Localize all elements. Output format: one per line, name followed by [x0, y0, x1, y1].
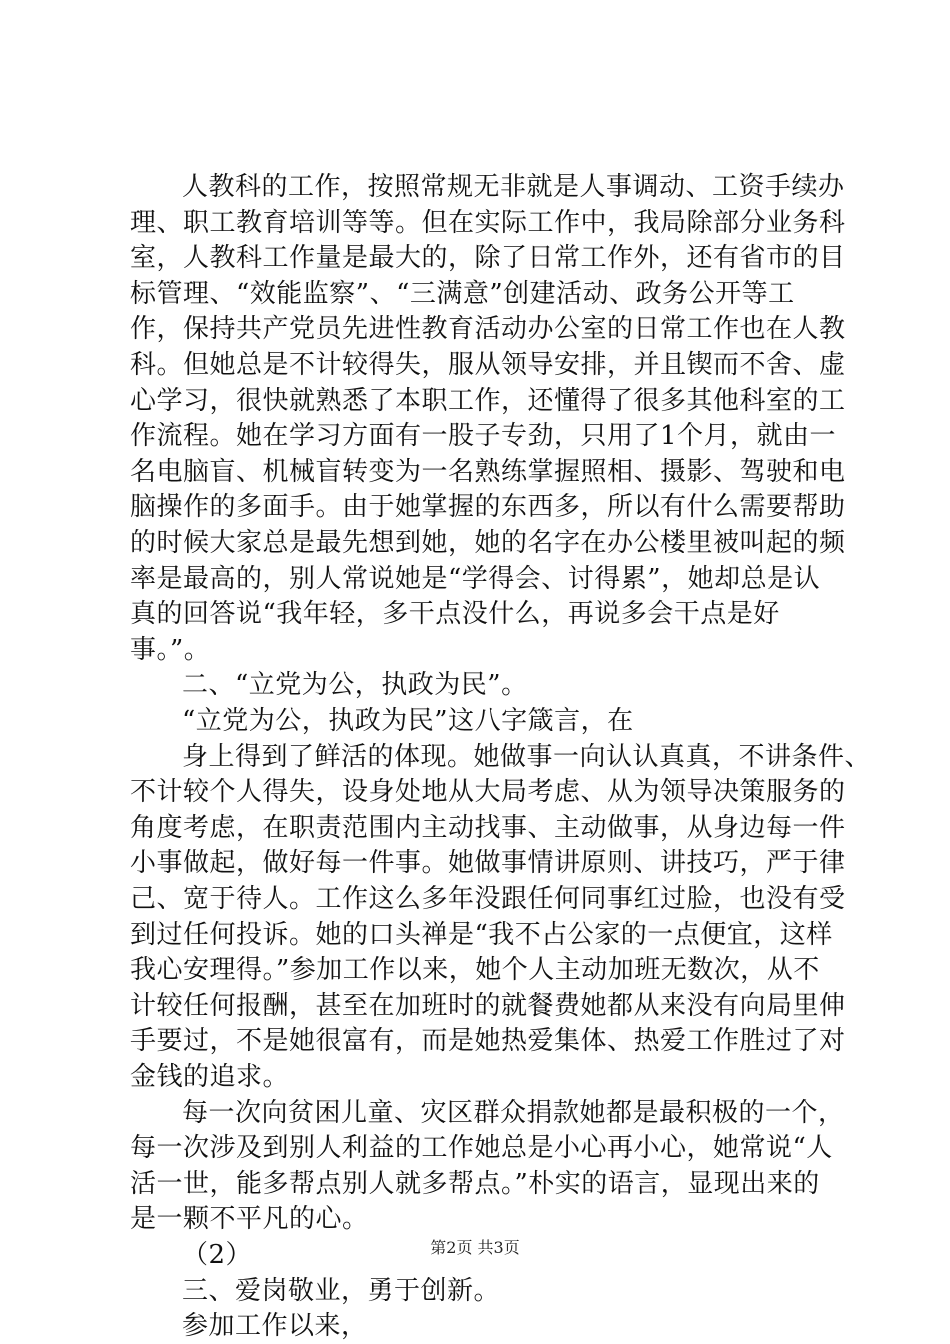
- paragraph-3-line: 我心安理得。”参加工作以来，她个人主动加班无数次，从不: [130, 955, 820, 986]
- paragraph-1-line: 室，人教科工作量是最大的，除了日常工作外，还有省市的目: [130, 243, 846, 274]
- paragraph-4-line: 活一世，能多帮点别人就多帮点。”朴实的语言，显现出来的: [130, 1168, 820, 1199]
- paragraph-1-line: 真的回答说“我年轻，多干点没什么，再说多会干点是好: [130, 599, 780, 630]
- paragraph-1-line: 作，保持共产党员先进性教育活动办公室的日常工作也在人教: [130, 314, 846, 345]
- paragraph-3-line: 小事做起，做好每一件事。她做事情讲原则、讲技巧，严于律: [130, 848, 846, 879]
- paragraph-3-line: 己、宽于待人。工作这么多年没跟任何同事红过脸，也没有受: [130, 884, 846, 914]
- paragraph-1-line: 脑操作的多面手。由于她掌握的东西多，所以有什么需要帮助: [130, 492, 846, 523]
- paragraph-1-line: 的时候大家总是最先想到她，她的名字在办公楼里被叫起的频: [130, 528, 846, 558]
- section-heading-2: 二、“立党为公，执政为民”。: [182, 670, 528, 701]
- paragraph-5-line: 参加工作以来，: [182, 1311, 368, 1342]
- paragraph-3-line: 计较任何报酬，甚至在加班时的就餐费她都从来没有向局里伸: [130, 990, 846, 1021]
- paragraph-3-line: 手要过，不是她很富有，而是她热爱集体、热爱工作胜过了对: [130, 1026, 846, 1057]
- paragraph-1-line: 心学习，很快就熟悉了本职工作，还懂得了很多其他科室的工: [130, 385, 846, 416]
- paragraph-1-line: 标管理、“效能监察”、“三满意”创建活动、政务公开等工: [130, 278, 795, 309]
- paragraph-4-line: 每一次涉及到别人利益的工作她总是小心再小心，她常说“人: [130, 1133, 833, 1164]
- paragraph-4-line: 是一颗不平凡的心。: [130, 1204, 369, 1235]
- section-marker: （2）: [182, 1240, 253, 1270]
- paragraph-1-line: 人教科的工作，按照常规无非就是人事调动、工资手续办: [182, 172, 845, 202]
- paragraph-3-line: 身上得到了鲜活的体现。她做事一向认认真真，不讲条件、: [182, 741, 872, 772]
- paragraph-1-line: 科。但她总是不计较得失，服从领导安排，并且锲而不舍、虚: [130, 350, 846, 380]
- paragraph-1-line: 事。”。: [130, 634, 211, 665]
- paragraph-1-line: 名电脑盲、机械盲转变为一名熟练掌握照相、摄影、驾驶和电: [130, 456, 846, 487]
- paragraph-2-intro: “立党为公，执政为民”这八字箴言，在: [182, 706, 634, 736]
- section-heading-3: 三、爱岗敬业，勇于创新。: [182, 1275, 501, 1306]
- paragraph-1-line: 理、职工教育培训等等。但在实际工作中，我局除部分业务科: [130, 207, 846, 238]
- paragraph-3-line: 角度考虑，在职责范围内主动找事、主动做事，从身边每一件: [130, 812, 846, 843]
- paragraph-3-line: 金钱的追求。: [130, 1062, 290, 1092]
- paragraph-1-line: 作流程。她在学习方面有一股子专劲，只用了1个月，就由一: [130, 421, 837, 452]
- paragraph-4-line: 每一次向贫困儿童、灾区群众捐款她都是最积极的一个，: [182, 1097, 845, 1128]
- paragraph-3-line: 到过任何投诉。她的口头禅是“我不占公家的一点便宜，这样: [130, 919, 833, 950]
- paragraph-1-line: 率是最高的，别人常说她是“学得会、讨得累”，她却总是认: [130, 563, 821, 594]
- paragraph-3-line: 不计较个人得失，设身处地从大局考虑、从为领导决策服务的: [130, 777, 846, 808]
- page-footer: 第2页 共3页: [430, 1238, 520, 1257]
